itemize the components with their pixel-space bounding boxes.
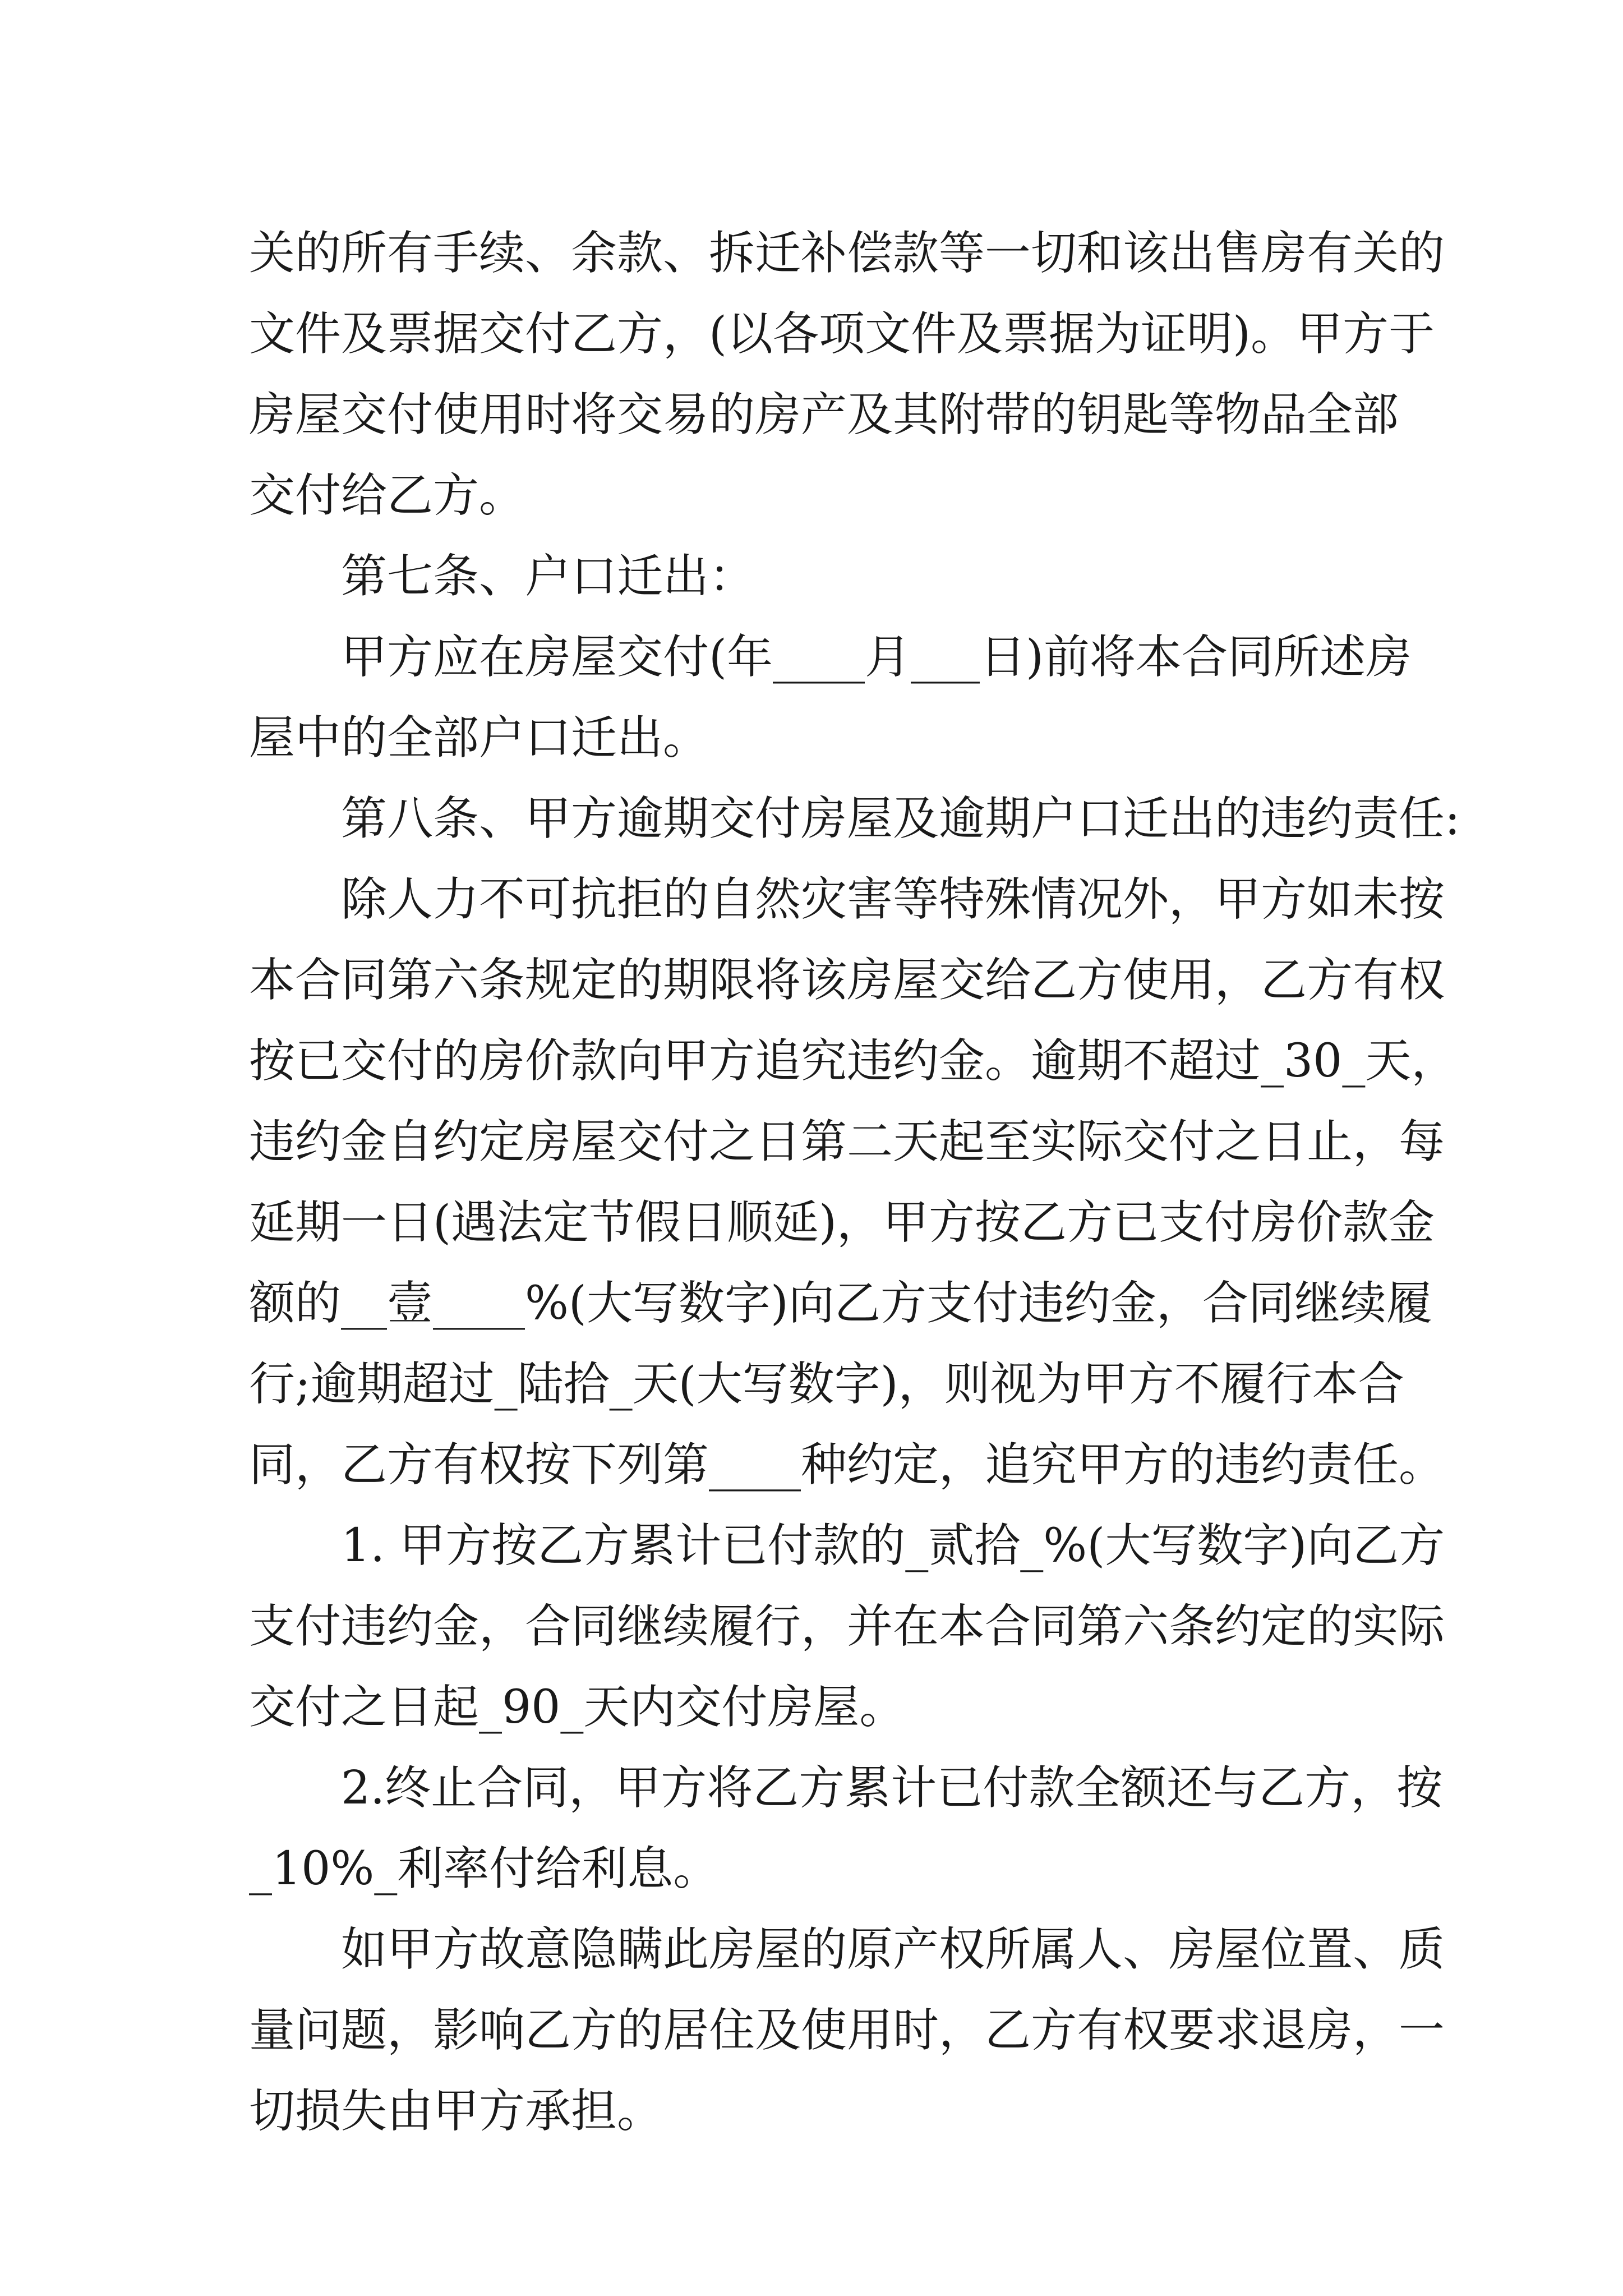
list-item: 2.终止合同，甲方将乙方累计已付款全额还与乙方，按 [341, 1761, 1443, 1815]
text-line: 文件及票据交付乙方，(以各项文件及票据为证明)。甲方于 [249, 307, 1435, 361]
text-line: 额的__壹____%(大写数字)向乙方支付违约金，合同继续履 [249, 1277, 1432, 1330]
text-line: 违约金自约定房屋交付之日第二天起至实际交付之日止，每 [249, 1115, 1445, 1168]
text-line: 支付违约金，合同继续履行，并在本合同第六条约定的实际 [249, 1600, 1445, 1653]
article-heading: 第七条、户口迁出： [341, 550, 755, 603]
text-line: 房屋交付使用时将交易的房产及其附带的钥匙等物品全部 [249, 388, 1399, 441]
article-heading: 第八条、甲方逾期交付房屋及逾期户口迁出的违约责任: [341, 792, 1460, 845]
text-line: 行;逾期超过_陆拾_天(大写数字)，则视为甲方不履行本合 [249, 1358, 1404, 1411]
text-line: 交付给乙方。 [249, 469, 525, 522]
text-line: 屋中的全部户口迁出。 [249, 711, 709, 765]
text-line: 量问题，影响乙方的居住及使用时，乙方有权要求退房，一 [249, 2004, 1445, 2057]
text-line: _10%_利率付给利息。 [249, 1842, 720, 1895]
text-line: 甲方应在房屋交付(年____月___日)前将本合同所述房 [341, 631, 1412, 684]
text-line: 除人力不可抗拒的自然灾害等特殊情况外，甲方如未按 [341, 873, 1445, 926]
document-page [249, 213, 1460, 2152]
text-line: 如甲方故意隐瞒此房屋的原产权所属人、房屋位置、质 [341, 1923, 1445, 1976]
text-line: 延期一日(遇法定节假日顺延)，甲方按乙方已支付房价款金 [249, 1196, 1435, 1249]
text-line: 关的所有手续、余款、拆迁补偿款等一切和该出售房有关的 [249, 227, 1445, 280]
text-line: 同，乙方有权按下列第____种约定，追究甲方的违约责任。 [249, 1438, 1445, 1492]
text-line: 交付之日起_90_天内交付房屋。 [249, 1681, 906, 1734]
text-line: 切损失由甲方承担。 [249, 2085, 663, 2138]
list-item: 1. 甲方按乙方累计已付款的_贰拾_%(大写数字)向乙方 [341, 1519, 1445, 1572]
text-line: 按已交付的房价款向甲方追究违约金。逾期不超过_30_天， [249, 1034, 1458, 1088]
text-line: 本合同第六条规定的期限将该房屋交给乙方使用，乙方有权 [249, 954, 1445, 1007]
